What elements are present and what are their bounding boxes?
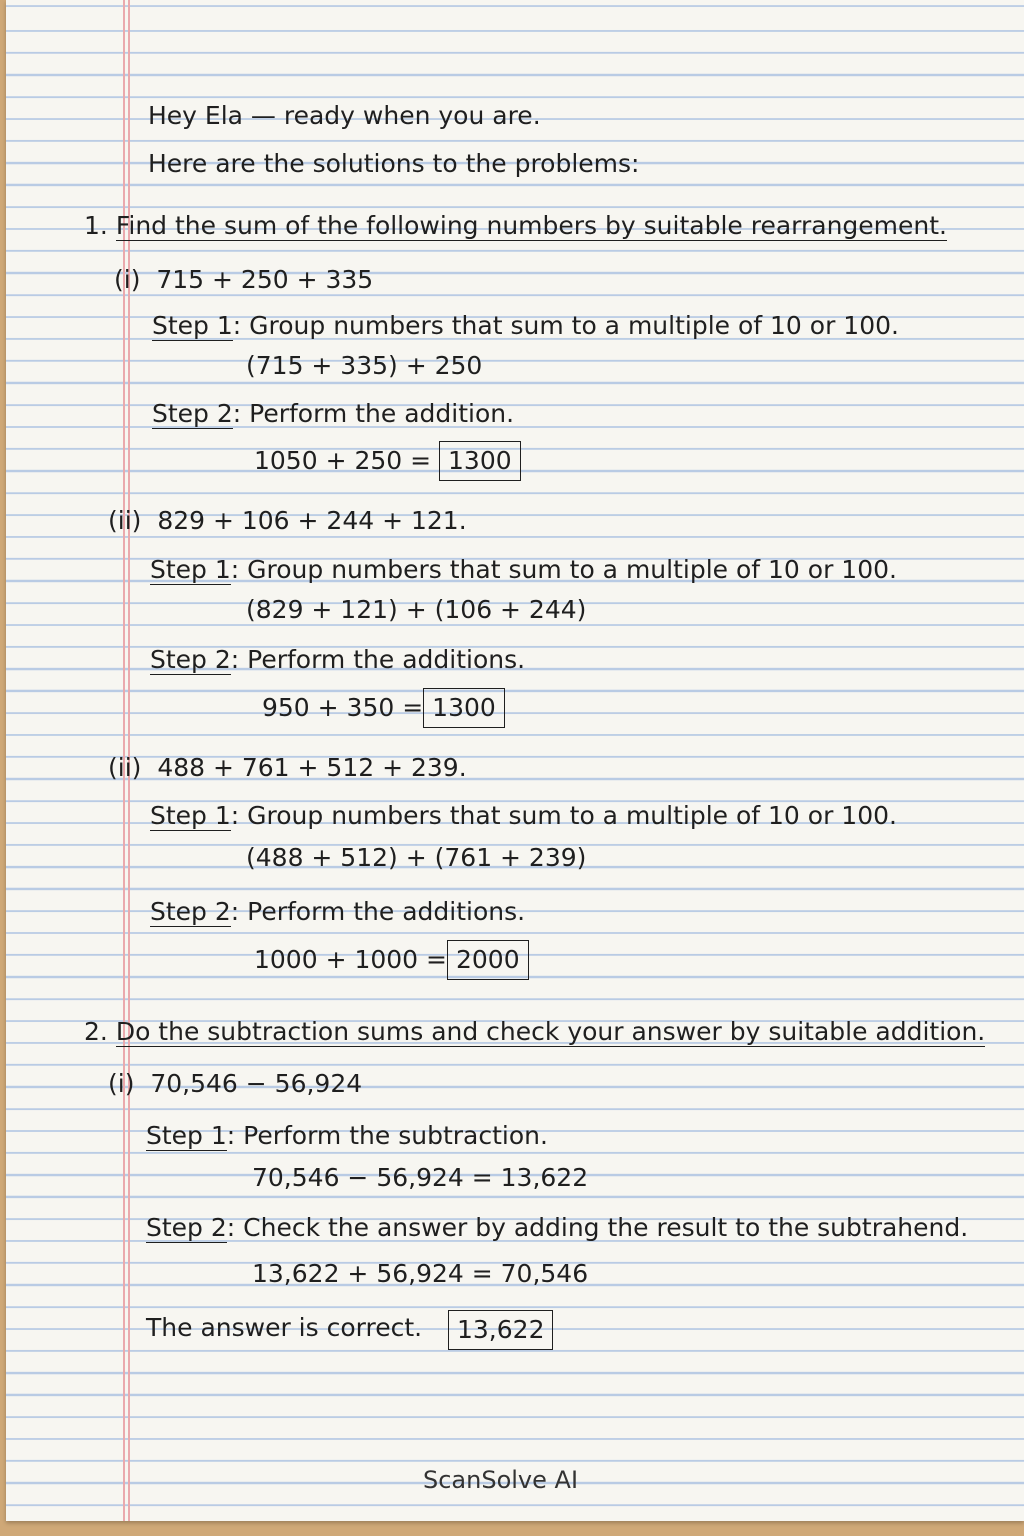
q2-conclusion: The answer is correct. <box>146 1313 423 1342</box>
step-label: Step 1 <box>150 555 231 584</box>
q1-part2-step1-expression: (829 + 121) + (106 + 244) <box>246 595 587 624</box>
step-label: Step 1 <box>152 311 233 340</box>
q1-part3-expression: (ii) 488 + 761 + 512 + 239. <box>108 753 467 782</box>
step-label: Step 1 <box>146 1121 227 1150</box>
q2-part1-step1-expression: 70,546 − 56,924 = 13,622 <box>252 1163 589 1192</box>
q2-part1-expression: (i) 70,546 − 56,924 <box>108 1069 363 1098</box>
q2-part1-step2: Step 2: Check the answer by adding the result to the subtrahend. <box>146 1213 969 1242</box>
step-label: Step 2 <box>152 399 233 428</box>
q1-part1-step2: Step 2: Perform the addition. <box>152 399 515 428</box>
q1-part2-step2-expression: 950 + 350 = 1300 <box>262 688 505 728</box>
step-label: Step 2 <box>150 645 231 674</box>
q1-heading <box>84 210 947 242</box>
q2-part1-step1: Step 1: Perform the subtraction. <box>146 1121 548 1150</box>
q1-part1-expression: (i) 715 + 250 + 335 <box>114 265 374 294</box>
q1-part2-step2: Step 2: Perform the additions. <box>150 645 526 674</box>
q1-part2-step1: Step 1: Group numbers that sum to a multiple of 10 or 100. <box>150 555 897 584</box>
q1-part3-step2: Step 2: Perform the additions. <box>150 897 526 926</box>
answer-box: 1300 <box>423 688 505 728</box>
q1-part3-step1-expression: (488 + 512) + (761 + 239) <box>246 843 587 872</box>
q1-part3-step2-expression: 1000 + 1000 = 2000 <box>254 940 529 980</box>
q1-part2-expression: (ii) 829 + 106 + 244 + 121. <box>108 506 467 535</box>
intro: Here are the solutions to the problems: <box>148 149 640 178</box>
answer-box: 2000 <box>447 940 529 980</box>
q1-part1-step1-expression: (715 + 335) + 250 <box>246 351 483 380</box>
q1-part3-step1: Step 1: Group numbers that sum to a multiple of 10 or 100. <box>150 801 897 830</box>
q1-number: 1. <box>84 211 108 240</box>
greeting: Hey Ela — ready when you are. <box>148 101 541 130</box>
answer-box: 13,622 <box>448 1310 553 1350</box>
q1-part1-step2-expression: 1050 + 250 = 1300 <box>254 441 521 481</box>
answer-box: 1300 <box>439 441 521 481</box>
step-label: Step 2 <box>150 897 231 926</box>
q2-title: Do the subtraction sums and check your answer by suitable addition. <box>115 1017 986 1046</box>
step-label: Step 1 <box>150 801 231 830</box>
notebook-page <box>6 0 1024 1521</box>
q2-heading <box>84 1016 985 1048</box>
footer-brand: ScanSolve AI <box>423 1466 579 1494</box>
q1-part1-step1: Step 1: Group numbers that sum to a multiple of 10 or 100. <box>152 311 899 340</box>
step-label: Step 2 <box>146 1213 227 1242</box>
q2-answer <box>448 1310 553 1350</box>
q2-number: 2. <box>84 1017 108 1046</box>
q2-part1-step2-expression: 13,622 + 56,924 = 70,546 <box>252 1259 589 1288</box>
q1-title: Find the sum of the following numbers by suitable rearrangement. <box>115 211 948 240</box>
